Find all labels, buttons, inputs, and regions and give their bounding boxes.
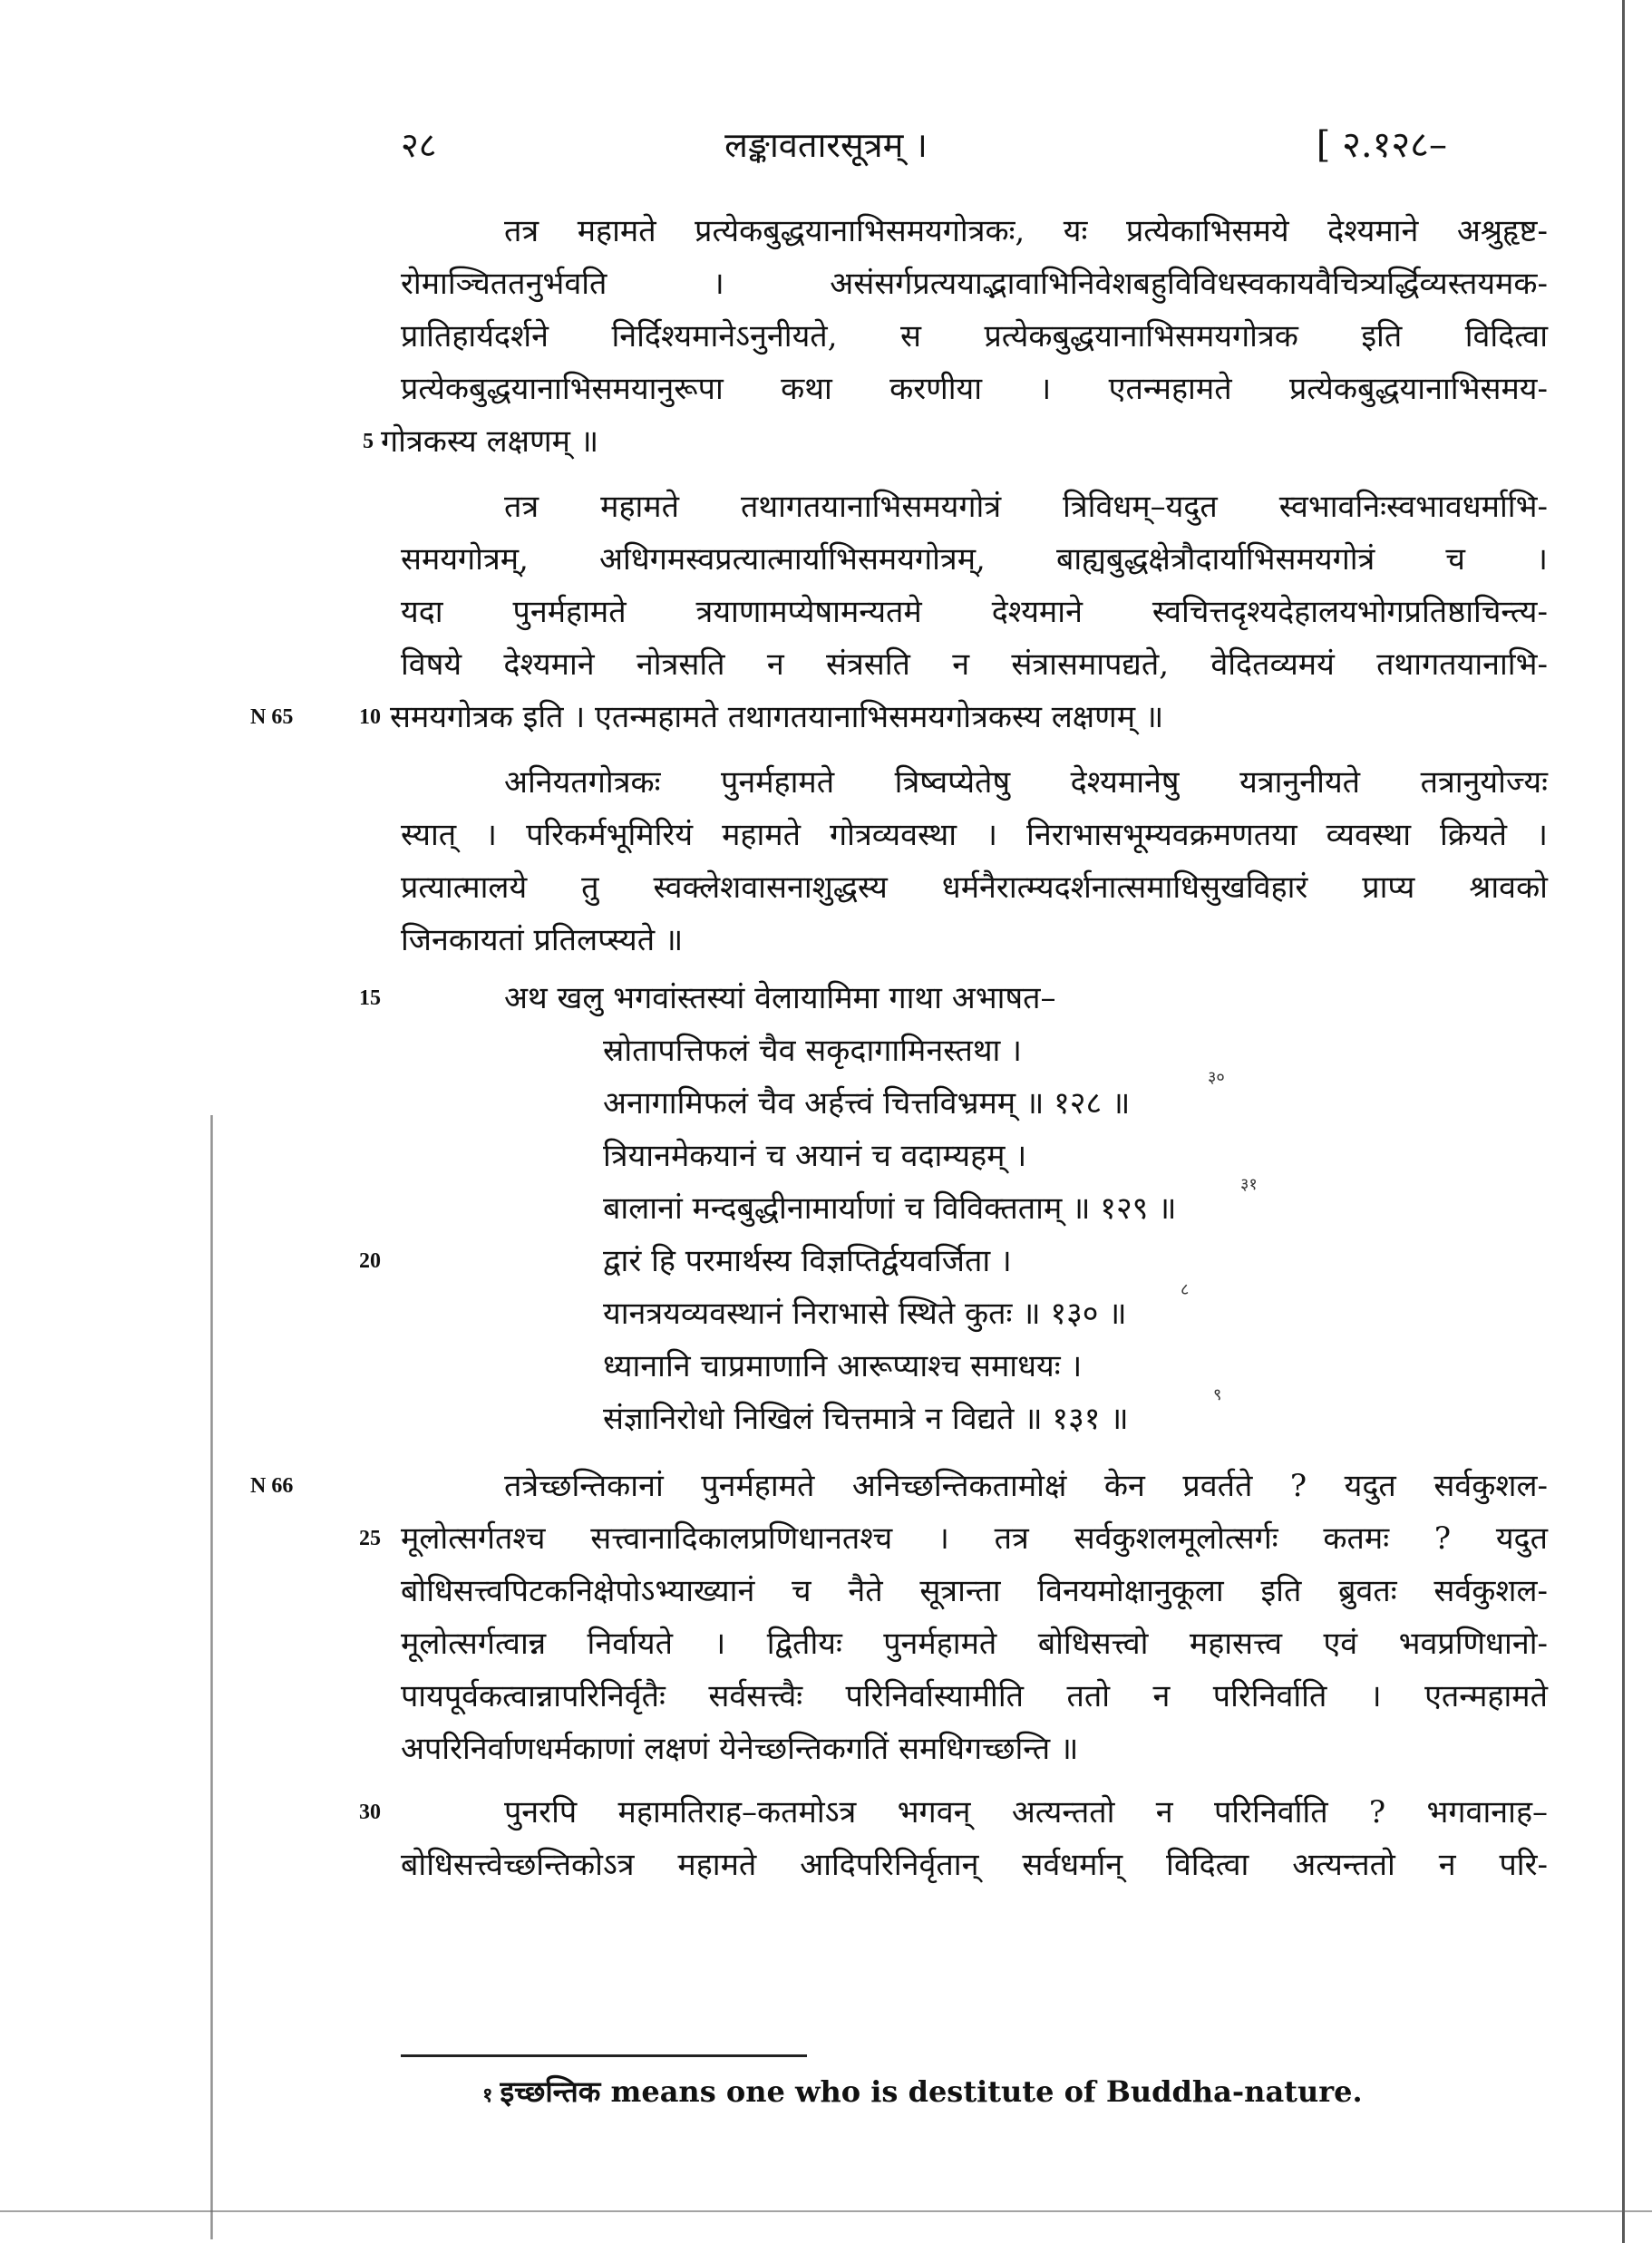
footnote-marker: १ xyxy=(482,2083,493,2107)
verse-line: यानत्रयव्यवस्थानं निराभासे स्थिते कुतः ॥ १३० ॥ xyxy=(603,1296,1127,1332)
line-number: 30 xyxy=(359,1801,381,1824)
text-line: जिनकायतां प्रतिलप्स्यते ॥ xyxy=(401,922,684,958)
text-line: तत्र महामते प्रत्येकबुद्धयानाभिसमयगोत्रकः, यः प्रत्येकाभिसमये देश्यमाने अश्रुहृष्ट- xyxy=(504,213,1548,249)
text-line: विषये देश्यमाने नोत्रसति न संत्रसति न संत्रासमापद्यते, वेदितव्यमयं तथागतयानाभि- xyxy=(401,646,1548,683)
text-line: गोत्रकस्य लक्षणम् ॥ xyxy=(381,423,599,460)
text-line: अनियतगोत्रकः पुनर्महामते त्रिष्वप्येतेषु देश्यमानेषु यत्रानुनीयते तत्रानुयोज्यः xyxy=(504,764,1548,801)
footnote-text: इच्छन्तिक means one who is destitute of Buddha-nature. xyxy=(500,2074,1363,2109)
verse-line: त्रियानमेकयानं च अयानं च वदाम्यहम् । xyxy=(603,1138,1027,1174)
footnote-rule xyxy=(401,2054,807,2057)
margin-reference: N 65 xyxy=(250,705,294,729)
verse-line: बालानां मन्दबुद्धीनामार्याणां च विविक्तताम् ॥ १२९ ॥ xyxy=(603,1190,1177,1227)
pencil-annotation: ३० xyxy=(1208,1068,1225,1087)
pencil-annotation: ९ xyxy=(1213,1385,1222,1404)
text-line: मूलोत्सर्गत्वान्न निर्वायते । द्वितीयः पुनर्महामते बोधिसत्त्वो महासत्त्व एवं भवप्रणिधानो- xyxy=(401,1626,1548,1662)
line-number: 5 xyxy=(363,430,374,453)
text-line: तत्र महामते तथागतयानाभिसमयगोत्रं त्रिविधम्–यदुत स्वभावनिःस्वभावधर्माभि- xyxy=(504,489,1548,525)
scan-bottom-edge xyxy=(0,2210,1652,2212)
running-title: लङ्कावतारसूत्रम् । xyxy=(724,125,928,165)
page-number: २८ xyxy=(401,125,437,165)
line-number: 15 xyxy=(359,986,381,1010)
scan-left-edge xyxy=(210,1115,213,2239)
text-line: समयगोत्रम्, अधिगमस्वप्रत्यात्मार्याभिसमयगोत्रम्, बाह्यबुद्धक्षेत्रौदार्याभिसमयगोत्रं च । xyxy=(401,541,1548,578)
verse-line: ध्यानानि चाप्रमाणानि आरूप्याश्च समाधयः । xyxy=(603,1348,1083,1384)
verse-line: अनागामिफलं चैव अर्हत्त्वं चित्तविभ्रमम् ॥ १२८ ॥ xyxy=(603,1085,1131,1122)
text-line: प्रत्येकबुद्धयानाभिसमयानुरूपा कथा करणीया । एतन्महामते प्रत्येकबुद्धयानाभिसमय- xyxy=(401,371,1548,407)
footnote xyxy=(482,2069,1363,2118)
line-number: 20 xyxy=(359,1249,381,1273)
text-line: स्यात् । परिकर्मभूमिरियं महामते गोत्रव्यवस्था । निराभासभूम्यवक्रमणतया व्यवस्था क्रियते । xyxy=(401,817,1548,853)
pencil-annotation: ८ xyxy=(1181,1280,1190,1299)
verse-line: संज्ञानिरोधो निखिलं चित्तमात्रे न विद्यते ॥ १३१ ॥ xyxy=(603,1401,1129,1437)
text-line: प्रातिहार्यदर्शने निर्दिश्यमानेऽनुनीयते, स प्रत्येकबुद्धयानाभिसमयगोत्रक इति विदित्वा xyxy=(401,318,1548,354)
text-line: बोधिसत्त्वेच्छन्तिकोऽत्र महामते आदिपरिनिर्वृतान् सर्वधर्मान् विदित्वा अत्यन्ततो न परि- xyxy=(401,1847,1548,1883)
text-line: पायपूर्वकत्वान्नापरिनिर्वृतैः सर्वसत्त्वैः परिनिर्वास्यामीति ततो न परिनिर्वाति । एतन्महामते xyxy=(401,1678,1548,1714)
scan-right-edge xyxy=(1622,0,1625,2243)
line-number: 25 xyxy=(359,1527,381,1550)
text-line: बोधिसत्त्वपिटकनिक्षेपोऽभ्याख्यानं च नैते सूत्रान्ता विनयमोक्षानुकूला इति ब्रुवतः सर्वकुशल- xyxy=(401,1573,1548,1609)
section-reference: [ २.१२८– xyxy=(1316,124,1447,166)
text-line: अथ खलु भगवांस्तस्यां वेलायामिमा गाथा अभाषत– xyxy=(504,980,1056,1016)
pencil-annotation: ३१ xyxy=(1240,1175,1258,1194)
text-line: रोमाञ्चिततनुर्भवति । असंसर्गप्रत्ययाद्भावाभिनिवेशबहुविविधस्वकायवैचित्र्यर्द्धिव्यस्तयमक- xyxy=(401,266,1548,302)
text-line: यदा पुनर्महामते त्रयाणामप्येषामन्यतमे देश्यमाने स्वचित्तदृश्यदेहालयभोगप्रतिष्ठाचिन्त्य- xyxy=(401,594,1548,630)
text-line: मूलोत्सर्गतश्च सत्त्वानादिकालप्रणिधानतश्च । तत्र सर्वकुशलमूलोत्सर्गः कतमः ? यदुत xyxy=(401,1520,1548,1557)
text-line: तत्रेच्छन्तिकानां पुनर्महामते अनिच्छन्तिकतामोक्षं केन प्रवर्तते ? यदुत सर्वकुशल- xyxy=(504,1468,1548,1504)
margin-reference: N 66 xyxy=(250,1474,294,1498)
verse-line: द्वारं हि परमार्थस्य विज्ञप्तिर्द्वयवर्जिता । xyxy=(603,1243,1012,1279)
text-line: पुनरपि महामतिराह–कतमोऽत्र भगवन् अत्यन्ततो न परिनिर्वाति ? भगवानाह– xyxy=(504,1794,1548,1830)
text-line: अपरिनिर्वाणधर्मकाणां लक्षणं येनेच्छन्तिकगतिं समधिगच्छन्ति ॥ xyxy=(401,1731,1079,1767)
verse-line: स्रोतापत्तिफलं चैव सकृदागामिनस्तथा । xyxy=(603,1033,1023,1069)
text-line: समयगोत्रक इति । एतन्महामते तथागतयानाभिसमयगोत्रकस्य लक्षणम् ॥ xyxy=(390,699,1164,735)
text-line: प्रत्यात्मालये तु स्वक्लेशवासनाशुद्धस्य धर्मनैरात्म्यदर्शनात्समाधिसुखविहारं प्राप्य श्रावको xyxy=(401,869,1548,906)
line-number: 10 xyxy=(359,705,381,729)
